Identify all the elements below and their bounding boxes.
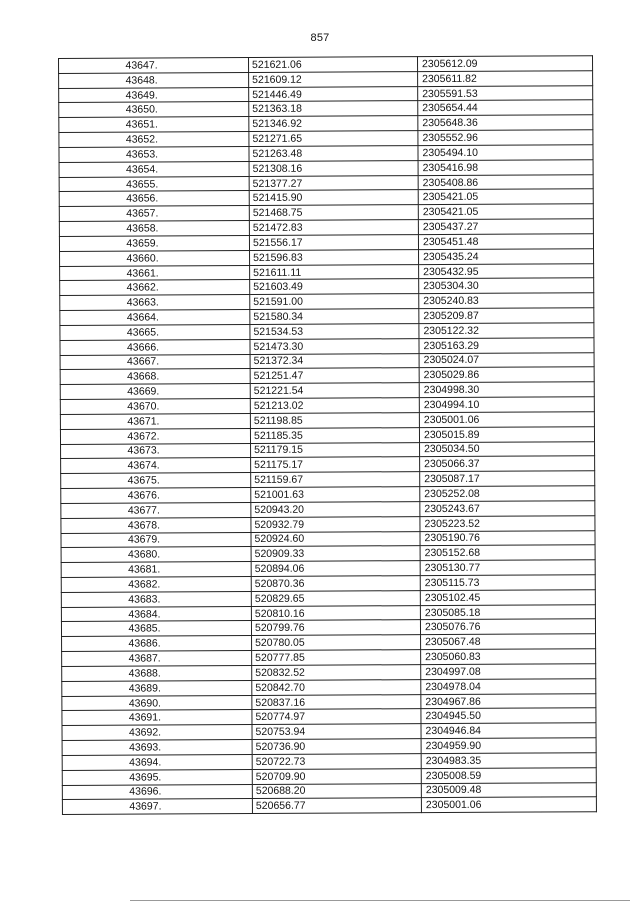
y-coordinate-cell: 2304994.10 [419,397,594,413]
x-coordinate-cell: 520780.05 [252,635,421,651]
x-coordinate-cell: 521468.75 [249,205,418,221]
point-number-cell: 43669. [60,384,250,400]
bottom-rule [130,900,630,901]
x-coordinate-cell: 520829.65 [251,590,420,606]
point-number-cell: 43690. [62,695,252,711]
x-coordinate-cell: 521377.27 [249,175,418,191]
y-coordinate-cell: 2305494.10 [418,145,593,161]
point-number-cell: 43662. [60,280,250,296]
x-coordinate-cell: 521198.85 [250,412,419,428]
x-coordinate-cell: 521213.02 [250,398,419,414]
y-coordinate-cell: 2305552.96 [418,130,593,146]
y-coordinate-cell: 2305085.18 [420,604,595,620]
point-number-cell: 43668. [60,369,250,385]
point-number-cell: 43652. [59,132,249,148]
x-coordinate-cell: 520774.97 [252,709,421,725]
x-coordinate-cell: 521251.47 [250,368,419,384]
point-number-cell: 43692. [62,725,252,741]
point-number-cell: 43691. [62,710,252,726]
x-coordinate-cell: 520777.85 [252,650,421,666]
point-number-cell: 43649. [59,87,249,103]
y-coordinate-cell: 2305432.95 [419,263,594,279]
point-number-cell: 43661. [60,265,250,281]
x-coordinate-cell: 520932.79 [251,516,420,532]
point-number-cell: 43697. [62,799,252,815]
point-number-cell: 43656. [59,191,249,207]
point-number-cell: 43651. [59,117,249,133]
y-coordinate-cell: 2305408.86 [418,174,593,190]
point-number-cell: 43650. [59,102,249,118]
x-coordinate-cell: 521308.16 [249,160,418,176]
y-coordinate-cell: 2304945.50 [421,708,596,724]
y-coordinate-cell: 2304997.08 [421,664,596,680]
point-number-cell: 43658. [59,221,249,237]
y-coordinate-cell: 2305654.44 [418,100,593,116]
x-coordinate-cell: 521185.35 [250,427,419,443]
point-number-cell: 43672. [60,428,250,444]
x-coordinate-cell: 520870.36 [251,576,420,592]
point-number-cell: 43695. [62,769,252,785]
point-number-cell: 43685. [61,621,251,637]
x-coordinate-cell: 521596.83 [250,249,419,265]
y-coordinate-cell: 2305648.36 [418,115,593,131]
page-number: 857 [310,32,330,44]
y-coordinate-cell: 2305067.48 [421,634,596,650]
x-coordinate-cell: 521621.06 [249,57,418,73]
point-number-cell: 43687. [62,651,252,667]
point-number-cell: 43689. [62,680,252,696]
x-coordinate-cell: 521611.11 [250,264,419,280]
point-number-cell: 43671. [60,413,250,429]
y-coordinate-cell: 2305130.77 [420,560,595,576]
point-number-cell: 43675. [61,473,251,489]
x-coordinate-cell: 520924.60 [251,531,420,547]
x-coordinate-cell: 521603.49 [250,279,419,295]
table-body [59,56,597,815]
x-coordinate-cell: 520894.06 [251,561,420,577]
point-number-cell: 43684. [61,606,251,622]
y-coordinate-cell: 2305009.48 [421,782,596,798]
x-coordinate-cell: 520837.16 [252,694,421,710]
point-number-cell: 43647. [59,58,249,74]
point-number-cell: 43657. [59,206,249,222]
y-coordinate-cell: 2305612.09 [417,56,592,72]
y-coordinate-cell: 2305102.45 [420,590,595,606]
y-coordinate-cell: 2304967.86 [421,693,596,709]
point-number-cell: 43659. [59,235,249,251]
y-coordinate-cell: 2305163.29 [419,337,594,353]
point-number-cell: 43666. [60,339,250,355]
point-number-cell: 43673. [61,443,251,459]
x-coordinate-cell: 520943.20 [251,501,420,517]
x-coordinate-cell: 521556.17 [249,235,418,251]
x-coordinate-cell: 521179.15 [251,442,420,458]
y-coordinate-cell: 2305416.98 [418,159,593,175]
point-number-cell: 43694. [62,754,252,770]
y-coordinate-cell: 2305304.30 [419,278,594,294]
x-coordinate-cell: 520810.16 [251,605,420,621]
x-coordinate-cell: 521580.34 [250,309,419,325]
y-coordinate-cell: 2304978.04 [421,678,596,694]
x-coordinate-cell: 520842.70 [252,679,421,695]
y-coordinate-cell: 2305087.17 [420,471,595,487]
x-coordinate-cell: 521175.17 [251,457,420,473]
point-number-cell: 43654. [59,161,249,177]
y-coordinate-cell: 2305001.06 [419,412,594,428]
y-coordinate-cell: 2305421.05 [418,189,593,205]
x-coordinate-cell: 521609.12 [249,71,418,87]
x-coordinate-cell: 520753.94 [252,724,421,740]
x-coordinate-cell: 521372.34 [250,353,419,369]
point-number-cell: 43688. [62,665,252,681]
point-number-cell: 43674. [61,458,251,474]
y-coordinate-cell: 2305015.89 [419,426,594,442]
y-coordinate-cell: 2305209.87 [419,308,594,324]
x-coordinate-cell: 521221.54 [250,383,419,399]
y-coordinate-cell: 2305591.53 [418,85,593,101]
point-number-cell: 43683. [61,591,251,607]
y-coordinate-cell: 2305008.59 [421,767,596,783]
y-coordinate-cell: 2305435.24 [419,248,594,264]
y-coordinate-cell: 2305421.05 [418,204,593,220]
x-coordinate-cell: 521001.63 [251,487,420,503]
x-coordinate-cell: 520799.76 [251,620,420,636]
y-coordinate-cell: 2305029.86 [419,367,594,383]
y-coordinate-cell: 2305243.67 [420,501,595,517]
y-coordinate-cell: 2304998.30 [419,382,594,398]
y-coordinate-cell: 2305190.76 [420,530,595,546]
coordinates-table [58,55,597,815]
point-number-cell: 43664. [60,310,250,326]
y-coordinate-cell: 2305066.37 [420,456,595,472]
x-coordinate-cell: 521472.83 [249,220,418,236]
point-number-cell: 43682. [61,576,251,592]
point-number-cell: 43681. [61,562,251,578]
x-coordinate-cell: 520656.77 [252,798,421,814]
y-coordinate-cell: 2305076.76 [420,619,595,635]
point-number-cell: 43663. [60,295,250,311]
point-number-cell: 43665. [60,324,250,340]
y-coordinate-cell: 2304959.90 [421,738,596,754]
y-coordinate-cell: 2305240.83 [419,293,594,309]
x-coordinate-cell: 521263.48 [249,146,418,162]
y-coordinate-cell: 2305060.83 [421,649,596,665]
x-coordinate-cell: 521415.90 [249,190,418,206]
y-coordinate-cell: 2304946.84 [421,723,596,739]
y-coordinate-cell: 2304983.35 [421,753,596,769]
x-coordinate-cell: 520909.33 [251,546,420,562]
x-coordinate-cell: 521363.18 [249,101,418,117]
y-coordinate-cell: 2305001.06 [421,797,596,813]
table-row [62,797,596,815]
x-coordinate-cell: 521446.49 [249,86,418,102]
x-coordinate-cell: 520736.90 [252,739,421,755]
point-number-cell: 43653. [59,146,249,162]
y-coordinate-cell: 2305152.68 [420,545,595,561]
x-coordinate-cell: 521271.65 [249,131,418,147]
x-coordinate-cell: 520722.73 [252,754,421,770]
point-number-cell: 43680. [61,547,251,563]
y-coordinate-cell: 2305024.07 [419,352,594,368]
y-coordinate-cell: 2305223.52 [420,515,595,531]
x-coordinate-cell: 520709.90 [252,768,421,784]
point-number-cell: 43667. [60,354,250,370]
y-coordinate-cell: 2305115.73 [420,575,595,591]
x-coordinate-cell: 521473.30 [250,338,419,354]
y-coordinate-cell: 2305034.50 [420,441,595,457]
x-coordinate-cell: 521534.53 [250,324,419,340]
point-number-cell: 43679. [61,532,251,548]
y-coordinate-cell: 2305252.08 [420,486,595,502]
point-number-cell: 43696. [62,784,252,800]
x-coordinate-cell: 521346.92 [249,116,418,132]
x-coordinate-cell: 521159.67 [251,472,420,488]
point-number-cell: 43678. [61,517,251,533]
point-number-cell: 43655. [59,176,249,192]
point-number-cell: 43670. [60,399,250,415]
x-coordinate-cell: 520832.52 [252,665,421,681]
y-coordinate-cell: 2305437.27 [418,219,593,235]
y-coordinate-cell: 2305122.32 [419,323,594,339]
y-coordinate-cell: 2305611.82 [418,71,593,87]
point-number-cell: 43677. [61,502,251,518]
x-coordinate-cell: 520688.20 [252,783,421,799]
x-coordinate-cell: 521591.00 [250,294,419,310]
point-number-cell: 43660. [60,250,250,266]
y-coordinate-cell: 2305451.48 [418,234,593,250]
point-number-cell: 43676. [61,488,251,504]
point-number-cell: 43686. [62,636,252,652]
point-number-cell: 43648. [59,72,249,88]
point-number-cell: 43693. [62,740,252,756]
